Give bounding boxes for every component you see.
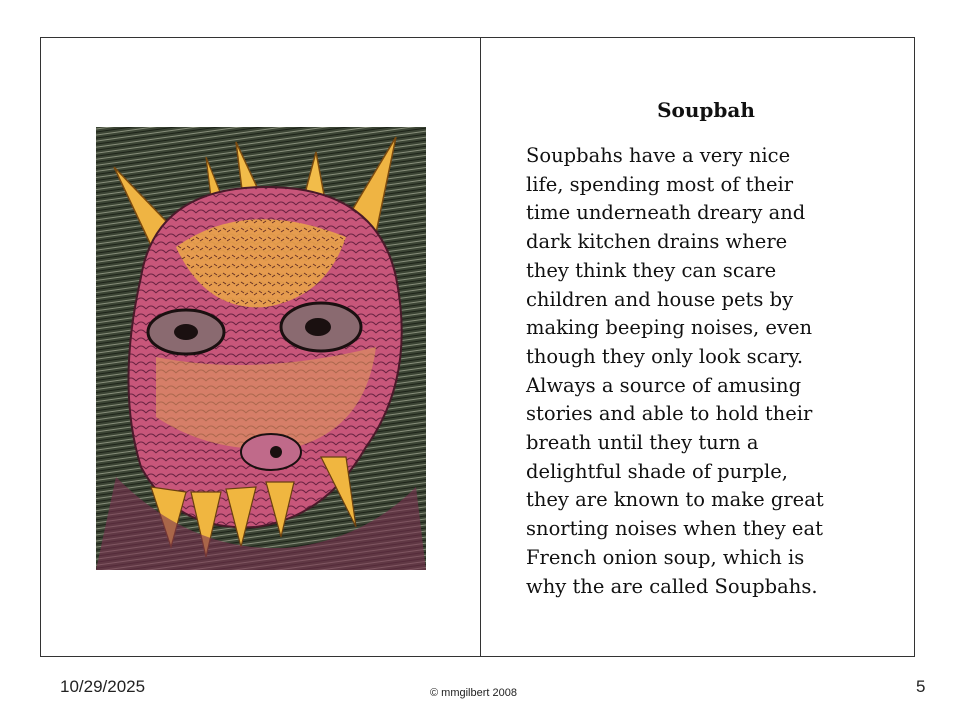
- creature-illustration: [96, 127, 426, 570]
- creature-description: Soupbahs have a very nice life, spending most of their time underneath dreary and dark kitchen drains where they think they can scare children and house pets by making beeping noises, even though they only look scary. Always a source of amusing stories and able to hold their breath until they turn a delightful shade of purple, they are known to make great snorting noises when they eat French onion soup, which is why the are called Soupbahs.: [526, 144, 824, 598]
- creature-drawing: [96, 127, 426, 570]
- creature-title: Soupbah: [657, 98, 755, 122]
- footer-copyright: © mmgilbert 2008: [430, 687, 517, 699]
- page-number: 5: [916, 677, 926, 696]
- footer-date: 10/29/2025: [60, 677, 146, 696]
- column-divider: [480, 37, 481, 657]
